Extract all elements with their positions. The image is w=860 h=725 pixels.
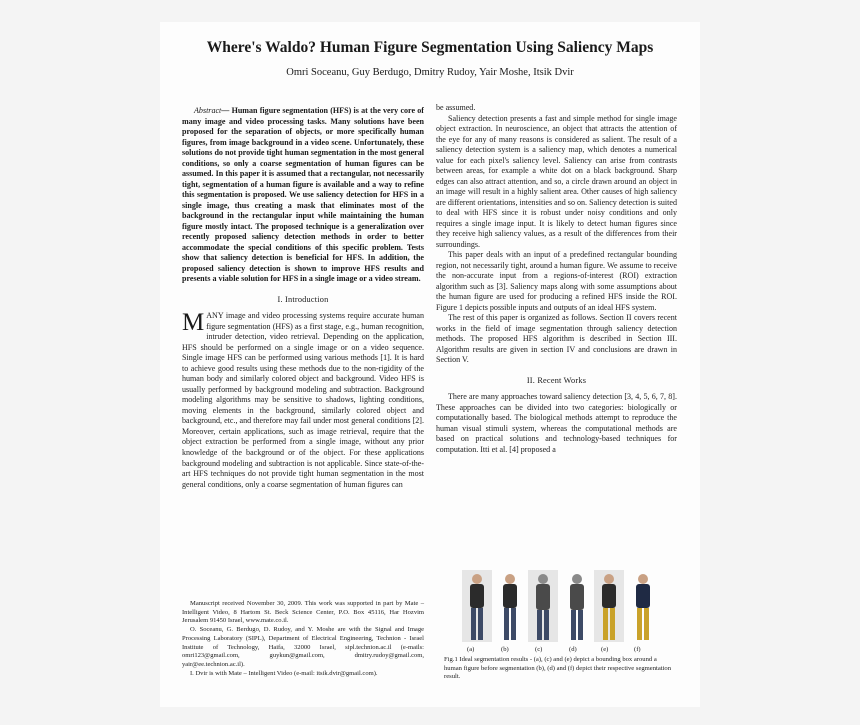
section-heading-recent-works: II. Recent Works bbox=[526, 375, 587, 385]
paragraph-saliency: Saliency detection presents a fast and simple method for single image object extraction. In neuroscience, an object that attracts the attention of the eye for any of many reasons is considered as salient. The result of a saliency detection system is a saliency map, which denotes a numerical value for each pixel's saliency level. Saliency can arise from contrasts between areas, for example a white dot on a black background. Sharp edges can also attract attention, and so, a circle drawn around an object in an image will result in a highly salient area. Other causes of high saliency are different orientations, intensities and so on. Saliency detection is suited to deal with HFS since it is robust under noisy conditions and only requires a single image input. It is likely to detect human figures since they receive high saliency values, as a result of the differences from their surroundings. bbox=[436, 113, 677, 249]
figure-label-e: (e) bbox=[601, 646, 609, 653]
figure-label-d: (d) bbox=[569, 646, 577, 653]
figure-label-f: (f) bbox=[634, 646, 641, 653]
section-heading-introduction: I. Introduction bbox=[277, 294, 329, 304]
abstract bbox=[182, 106, 424, 285]
paragraph-organization: The rest of this paper is organized as follows. Section II covers recent works in the field of image segmentation through saliency detection methods. The proposed HFS algorithm is described in Section III. Algorithm results are given in section IV and conclusions are drawn in Section V. bbox=[436, 313, 677, 365]
figure-image bbox=[460, 568, 660, 644]
footnote-affiliation: O. Soceanu, G. Berdugo, D. Rudoy, and Y. Moshe are with the Signal and Image Processing Laboratory (SIPL), Department of Electrical Engineering, Technion - Israel Institute of Technology, Haifa, 32000 Israel, sipl.technion.ac.il (e-mails: omri123@gmail.com, guykun@gmail.com, dmitry.rudoy@gmail.com, yair@ee.technion.ac.il). bbox=[182, 626, 424, 668]
footnote-dvir: I. Dvir is with Mate – Intelligent Video (e-mail: itsik.dvir@gmail.com). bbox=[190, 669, 378, 677]
figure-panel-c bbox=[528, 570, 558, 642]
figure-panel-f bbox=[636, 574, 650, 640]
paper-authors: Omri Soceanu, Guy Berdugo, Dmitry Rudoy, Yair Moshe, Itsik Dvir bbox=[286, 67, 574, 78]
figure-panel-a bbox=[462, 570, 492, 642]
footnote-manuscript: Manuscript received November 30, 2009. This work was supported in part by Mate – Intelligent Video, 8 Hartom St. Beck Science Center, P.O. Box 45116, Har Hozvim Jerusalem 91450 Israel, www.mate.co.il. bbox=[182, 600, 424, 625]
right-column bbox=[436, 103, 677, 456]
figure-panel-d bbox=[570, 574, 584, 640]
figure-label-a: (a) bbox=[467, 646, 475, 653]
paragraph-recent-works: There are many approaches toward saliency detection [3, 4, 5, 6, 7, 8]. These approaches can be divided into two categories: biologically or computationally based. The biological methods attempt to reproduce the human visual stimuli system, whereas the computational methods are based on practical solutions and technology-based techniques for computation. Itti et al. [4] proposed a bbox=[436, 392, 677, 454]
abstract-label: Abstract bbox=[194, 106, 222, 115]
figure-caption: Fig.1 Ideal segmentation results - (a), (c) and (e) depict a bounding box around a human figure before segmentation (b), (d) and (f) depict their respective segmentation result. bbox=[444, 656, 672, 681]
figure-panel-b bbox=[503, 574, 517, 640]
footnotes bbox=[182, 600, 424, 678]
figure-label-c: (c) bbox=[535, 646, 543, 653]
figure-label-b: (b) bbox=[501, 646, 509, 653]
paper-title: Where's Waldo? Human Figure Segmentation Using Saliency Maps bbox=[206, 39, 654, 56]
drop-cap: M bbox=[182, 309, 205, 337]
figure-segmentation-examples bbox=[460, 568, 660, 644]
intro-paragraph bbox=[182, 311, 424, 490]
figure-panel-e bbox=[594, 570, 624, 642]
abstract-text: — Human figure segmentation (HFS) is at the very core of many image and video processing tasks. Many solutions have been proposed for the separation of objects, or more specifically human figures, from image background in a video scene. Unfortunately, these solutions do not provide tight human segmentation in the most general conditions, so only a coarse segmentation of human figures can be assumed. In this paper it is assumed that a rectangular, not necessarily tight, segmentation of a human figure is available and a way to refine this segmentation is proposed. We use saliency detection for HFS in a single image, thus creating a mask that eliminates most of the background in the rectangular input while maintaining the human figure mostly intact. The proposed technique is a generalization over recently proposed saliency detection methods in order to better accommodate the special conditions of this specific problem. Tests show that saliency detection is beneficial for HFS. In addition, the proposed saliency detection is shown to improve HFS results and presents a viable solution for HFS in a single image or a video stream. bbox=[182, 106, 424, 284]
left-column bbox=[182, 106, 424, 490]
intro-text: ANY image and video processing systems require accurate human figure segmentation (HFS) as a first stage, e.g., human recognition, intruder detection, video retrieval. Depending on the application, HFS should be performed on a single image or on a video sequence. Single image HFS can be performed using various methods [1]. It is hard to achieve good results using these methods due to the non-rigidity of the human body and similarly colored object and background. Video HFS is usually performed by background modeling and subtraction. Background modeling algorithms may be sensitive to shadows, lighting conditions, moving elements in the background, similarly colored object and background, etc., and therefore may fail under most general conditions [2]. Moreover, certain applications, such as image retrieval, require that the object extraction be performed from a single image, without any prior knowledge of the background or of the object. For these applications background modeling and subtraction is not applicable. Since state-of-the-art HFS techniques do not provide tight human segmentation in the most general conditions, only a coarse segmentation of human figures can bbox=[182, 311, 424, 489]
paragraph-continued: be assumed. bbox=[436, 103, 476, 112]
paragraph-input: This paper deals with an input of a predefined rectangular bounding region, not necessarily tight, around a human figure. We assume to receive the non-accurate input from a regions-of-interest (ROI) extraction algorithm such as [3]. Saliency maps along with some assumptions about the human figure are used for producing a refined HFS inside the ROI. Figure 1 depicts possible inputs and outputs of an ideal HFS system. bbox=[436, 250, 677, 312]
